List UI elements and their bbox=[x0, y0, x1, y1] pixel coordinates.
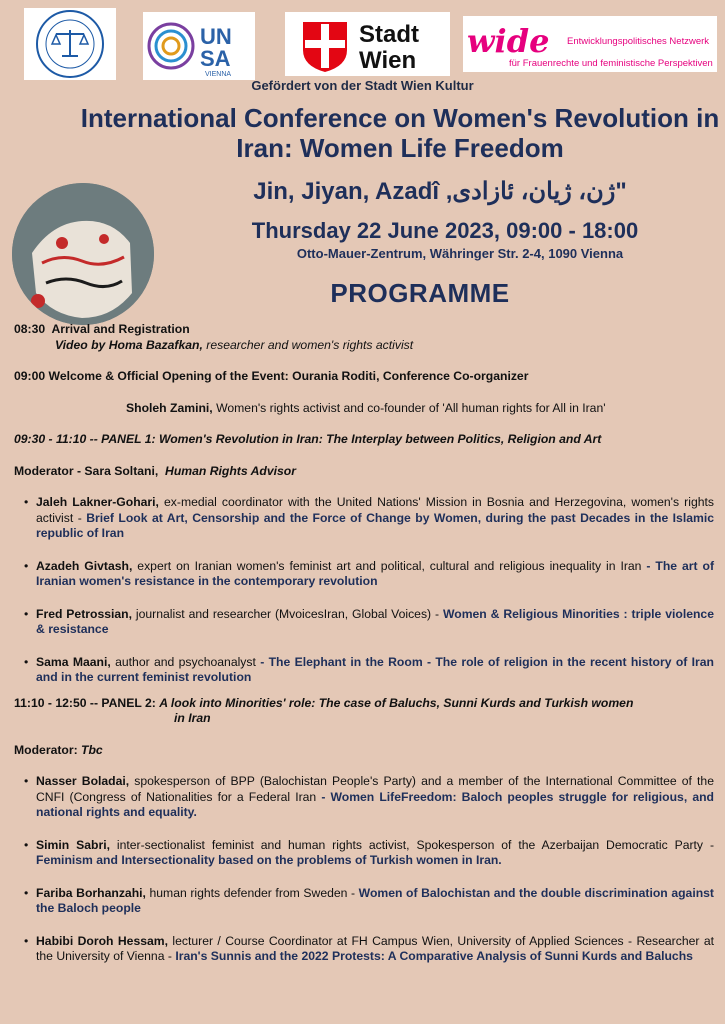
moderator2-label: Moderator: bbox=[14, 742, 82, 757]
speaker-name: Azadeh Givtash, bbox=[36, 558, 133, 573]
talk-title: Feminism and Intersectionality based on the problems of Turkish women in Iran. bbox=[36, 853, 502, 867]
speaker-desc: journalist and researcher (MvoicesIran, Global Voices) - bbox=[132, 606, 443, 621]
speaker-name: Fariba Borhanzahi, bbox=[36, 885, 146, 900]
video-desc: researcher and women's rights activist bbox=[202, 337, 414, 352]
speaker-item bbox=[14, 886, 714, 917]
panel2-title-line2: in Iran bbox=[174, 711, 211, 725]
panel1-heading: 09:30 - 11:10 -- PANEL 1: Women's Revolution in Iran: The Interplay between Politics, Religion and Art bbox=[14, 432, 602, 446]
talk-title: Brief Look at Art, Censorship and the Force of Change by Women, during the past Decades in the Islamic republic of Iran bbox=[36, 510, 714, 540]
unsa-text-1: UN bbox=[200, 24, 232, 49]
conference-subtitle: Jin, Jiyan, Azadî ,ژن، ژیان، ئازادی" bbox=[253, 178, 627, 205]
talk-title: Iran's Sunnis and the 2022 Protests: A Comparative Analysis of Sunni Kurds and Baluchs bbox=[175, 949, 693, 963]
panel2-title: A look into Minorities' role: The case of Baluchs, Sunni Kurds and Turkish women bbox=[159, 695, 634, 710]
speaker-item bbox=[14, 774, 714, 821]
moderator1-role: Human Rights Advisor bbox=[165, 463, 296, 478]
scales-of-justice-icon bbox=[24, 8, 116, 80]
speaker-name: Fred Petrossian, bbox=[36, 606, 133, 621]
speaker-item bbox=[14, 934, 714, 965]
wide-tag-1: Entwicklungspolitisches Netzwerk bbox=[567, 36, 710, 47]
speaker-desc: lecturer / Course Coordinator at FH Campus Wien, University of Applied Sciences - Researcher at the University of Vienna - bbox=[36, 933, 714, 963]
talk-title: - Women LifeFreedom: Baloch peoples struggle for religious, and national rights and equality. bbox=[36, 789, 714, 819]
speaker-item bbox=[14, 559, 714, 590]
wide-tag-2: für Frauenrechte und feministische Perspektiven bbox=[509, 58, 713, 69]
speaker-desc: expert on Iranian women's feminist art and political, cultural and religious inequality in Iran bbox=[132, 558, 647, 573]
speaker-desc: ex-medial coordinator with the United Nations' Mission in Bosnia and Herzegovina, women's rights activist - bbox=[36, 495, 714, 525]
panel1-speakers bbox=[14, 495, 714, 686]
wien-text: Wien bbox=[359, 47, 417, 74]
talk-title: - The Elephant in the Room - The role of religion in the recent history of Iran and in the current feminist revolution bbox=[36, 654, 714, 684]
wide-logo bbox=[463, 16, 717, 72]
speaker-name: Nasser Boladai, bbox=[36, 774, 130, 788]
programme-heading: PROGRAMME bbox=[330, 278, 510, 308]
speaker-item bbox=[14, 607, 714, 638]
unsa-vienna-logo bbox=[143, 12, 255, 80]
fist-artwork-image bbox=[12, 183, 154, 325]
talk-title: Women of Balochistan and the double discrimination against the Baloch people bbox=[36, 885, 714, 915]
talk-title: Women & Religious Minorities : triple violence & resistance bbox=[36, 606, 714, 636]
speaker-item bbox=[14, 655, 714, 686]
moderator2-name: Tbc bbox=[81, 742, 103, 757]
stadt-text: Stadt bbox=[359, 21, 419, 48]
coalition-logo bbox=[24, 8, 116, 80]
panel2-speakers bbox=[14, 774, 714, 965]
wide-wordmark: wide bbox=[467, 22, 550, 60]
speaker-name: Jaleh Lakner-Gohari, bbox=[36, 495, 159, 509]
sholeh-name: Sholeh Zamini, bbox=[126, 400, 213, 415]
welcome-line: 09:00 Welcome & Official Opening of the Event: Ourania Roditi, Conference Co-organizer bbox=[14, 369, 529, 383]
sholeh-line bbox=[14, 401, 714, 417]
arrival-line bbox=[14, 322, 714, 338]
panel2-heading bbox=[14, 696, 714, 712]
talk-title: - The art of Iranian women's resistance in the contemporary revolution bbox=[36, 558, 715, 588]
speaker-item bbox=[14, 495, 714, 542]
sholeh-desc: Women's rights activist and co-founder of 'All human rights for All in Iran' bbox=[212, 400, 606, 415]
programme-content bbox=[14, 322, 714, 982]
speaker-desc: spokesperson of BPP (Balochistan People's Party) and a member of the International Committee of the CNFI (Congress of Nationalities for a Federal Iran bbox=[36, 774, 714, 804]
speaker-item bbox=[14, 838, 714, 869]
speaker-name: Habibi Doroh Hessam, bbox=[36, 933, 169, 948]
panel2-prefix: 11:10 - 12:50 -- PANEL 2: bbox=[14, 695, 160, 710]
speaker-desc: human rights defender from Sweden - bbox=[145, 885, 359, 900]
arrival-label: Arrival and Registration bbox=[51, 322, 190, 336]
speaker-name: Sama Maani, bbox=[36, 654, 111, 669]
moderator1-label: Moderator - Sara Soltani, bbox=[14, 463, 159, 478]
event-date: Thursday 22 June 2023, 09:00 - 18:00 bbox=[251, 218, 639, 243]
moderator1-line bbox=[14, 464, 714, 480]
event-venue: Otto-Mauer-Zentrum, Währinger Str. 2-4, 1090 Vienna bbox=[296, 246, 624, 261]
conference-title: International Conference on Women's Revolution in Iran: Women Life Freedom bbox=[80, 103, 720, 163]
arrival-time: 08:30 bbox=[14, 322, 46, 336]
unsa-sub: VIENNA bbox=[205, 71, 232, 78]
video-credit: Video by Homa Bazafkan, bbox=[55, 337, 203, 352]
video-line bbox=[14, 338, 714, 354]
unsa-text-2: SA bbox=[200, 46, 231, 71]
speaker-desc: author and psychoanalyst bbox=[110, 654, 261, 669]
speaker-desc: inter-sectionalist feminist and human rights activist, Spokesperson of the Azerbaijan Democratic Party - bbox=[109, 837, 714, 852]
sponsor-line: Gefördert von der Stadt Wien Kultur bbox=[251, 78, 474, 93]
logo-bar bbox=[0, 8, 725, 80]
speaker-name: Simin Sabri, bbox=[36, 837, 110, 852]
stadt-wien-logo bbox=[285, 12, 450, 76]
moderator2-line bbox=[14, 743, 714, 759]
